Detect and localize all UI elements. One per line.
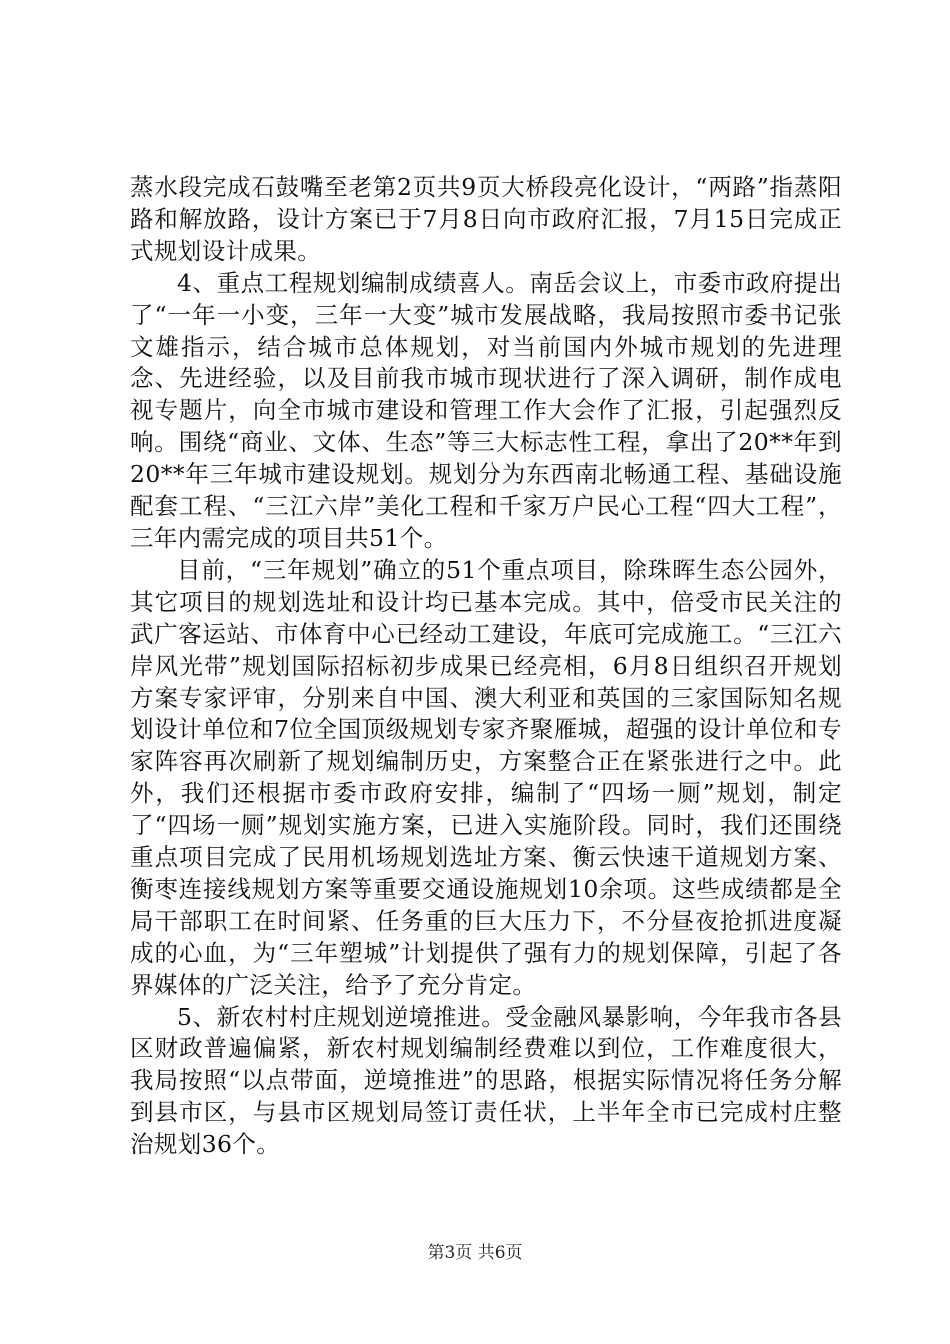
paragraph-key-projects: 4、重点工程规划编制成绩喜人。南岳会议上，市委市政府提出了“一年一小变，三年一大变”城市发展战略，我局按照市委书记张文雄指示，结合城市总体规划，对当前国内外城市规划的先进理念、先进经验，以及目前我市城市现状进行了深入调研，制作成电视专题片，向全市城市建设和管理工作大会作了汇报，引起强烈反响。围绕“商业、文体、生态”等三大标志性工程，拿出了20**年到20**年三年城市建设规划。规划分为东西南北畅通工程、基础设施配套工程、“三江六岸”美化工程和千家万户民心工程“四大工程”，三年内需完成的项目共51个。 <box>130 268 842 552</box>
document-body <box>130 172 842 1161</box>
paragraph-rural-planning: 5、新农村村庄规划逆境推进。受金融风暴影响，今年我市各县区财政普遍偏紧，新农村规划编制经费难以到位，工作难度很大，我局按照“以点带面，逆境推进”的思路，根据实际情况将任务分解到县市区，与县市区规划局签订责任状，上半年全市已完成村庄整治规划36个。 <box>130 1002 842 1159</box>
paragraph-three-year-plan: 目前，“三年规划”确立的51个重点项目，除珠晖生态公园外，其它项目的规划选址和设计均已基本完成。其中，倍受市民关注的武广客运站、市体育中心已经动工建设，年底可完成施工。“三江六岸风光带”规划国际招标初步成果已经亮相，6月8日组织召开规划方案专家评审，分别来自中国、澳大利亚和英国的三家国际知名规划设计单位和7位全国顶级规划专家齐聚雁城，超强的设计单位和专家阵容再次刷新了规划编制历史，方案整合正在紧张进行之中。此外，我们还根据市委市政府安排，编制了“四场一厕”规划，制定了“四场一厕”规划实施方案，已进入实施阶段。同时，我们还围绕重点项目完成了民用机场规划选址方案、衡云快速干道规划方案、衡枣连接线规划方案等重要交通设施规划10余项。这些成绩都是全局干部职工在时间紧、任务重的巨大压力下，不分昼夜抢抓进度凝成的心血，为“三年塑城”计划提供了强有力的规划保障，引起了各界媒体的广泛关注，给予了充分肯定。 <box>130 555 842 999</box>
page-number-footer: 第3页 共6页 <box>427 1243 523 1263</box>
paragraph-continuation: 蒸水段完成石鼓嘴至老第2页共9页大桥段亮化设计，“两路”指蒸阳路和解放路，设计方案已于7月8日向市政府汇报，7月15日完成正式规划设计成果。 <box>130 173 842 265</box>
